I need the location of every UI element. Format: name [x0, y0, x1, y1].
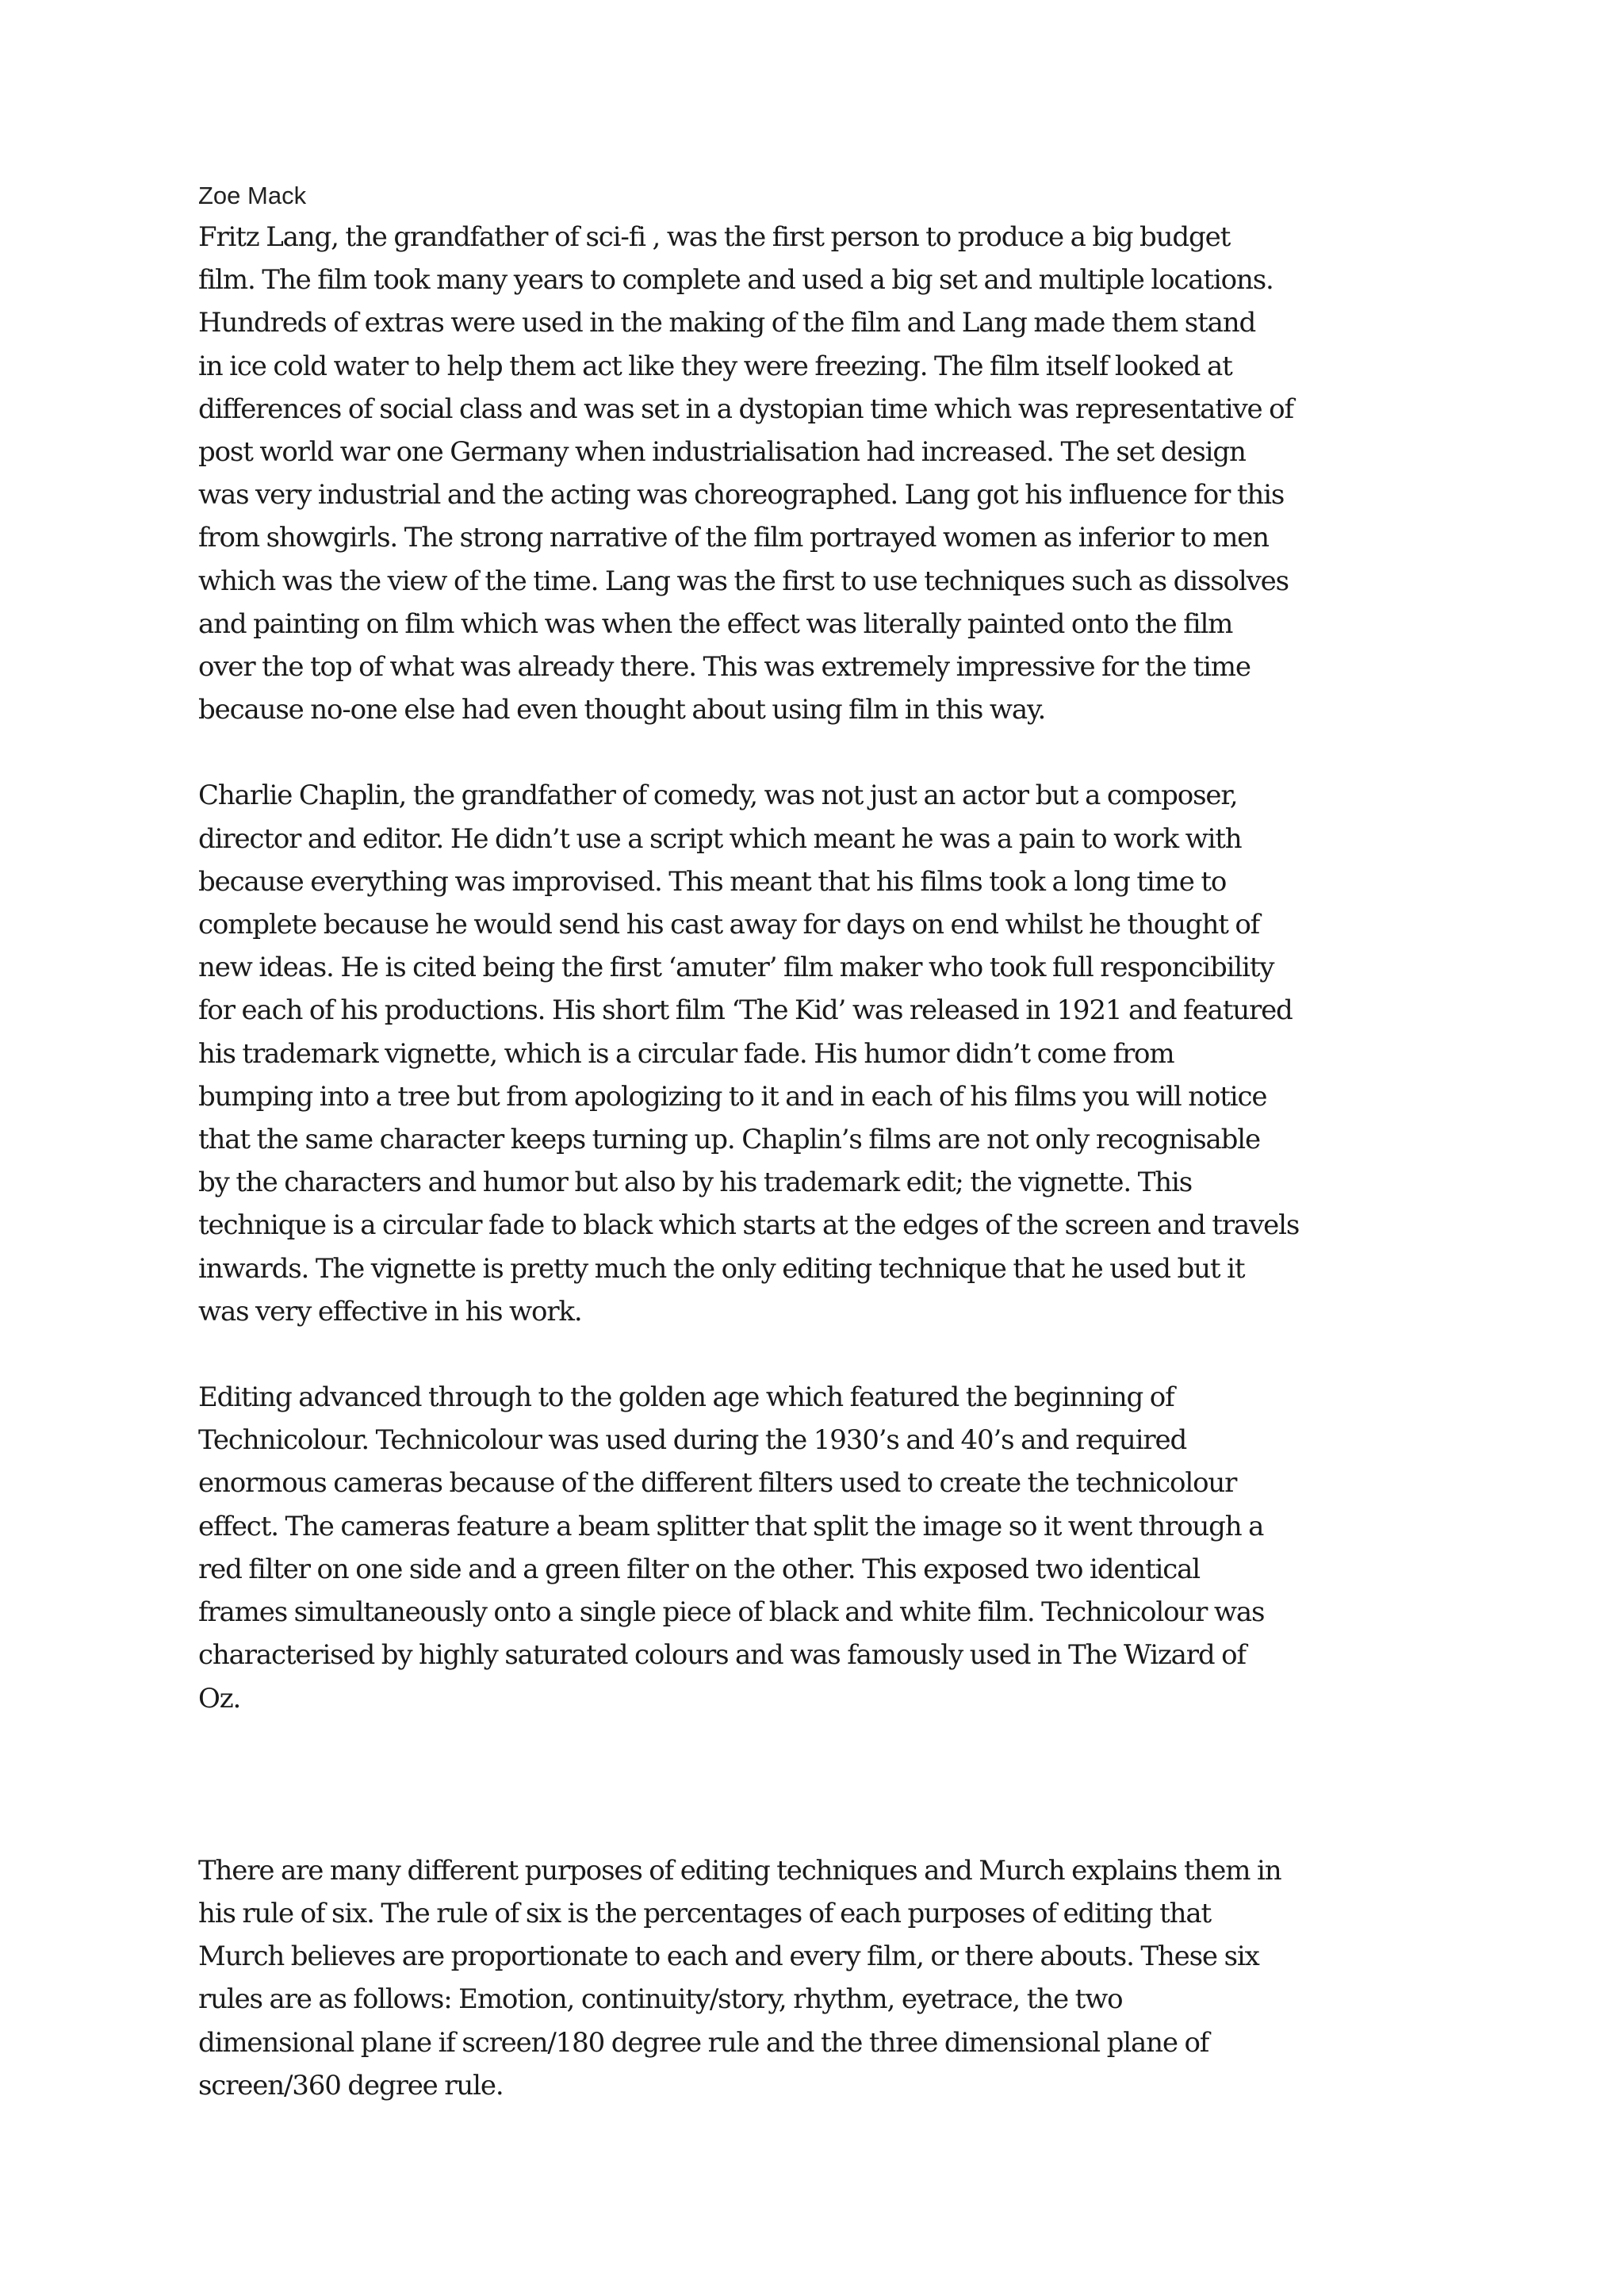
text-line: from showgirls. The strong narrative of the film portrayed women as inferior to men: [198, 522, 1269, 554]
text-line: There are many different purposes of editing techniques and Murch explains them in: [198, 1854, 1281, 1887]
text-line: his rule of six. The rule of six is the percentages of each purposes of editing that: [198, 1897, 1211, 1929]
text-line: Technicolour. Technicolour was used during the 1930’s and 40’s and required: [198, 1424, 1187, 1457]
text-line: for each of his productions. His short film ‘The Kid’ was released in 1921 and featured: [198, 994, 1293, 1027]
text-line: characterised by highly saturated colours and was famously used in The Wizard of: [198, 1639, 1246, 1672]
text-line: over the top of what was already there. This was extremely impressive for the time: [198, 651, 1251, 684]
text-line: Murch believes are proportionate to each and every film, or there abouts. These six: [198, 1941, 1259, 1973]
text-line: was very effective in his work.: [198, 1295, 582, 1328]
text-line: screen/360 degree rule.: [198, 2069, 504, 2102]
text-line: Editing advanced through to the golden age which featured the beginning of: [198, 1381, 1174, 1414]
text-line: new ideas. He is cited being the first ‘amuter’ film maker who took full responcibility: [198, 952, 1274, 984]
text-line: bumping into a tree but from apologizing to it and in each of his films you will notice: [198, 1080, 1267, 1113]
text-line: Fritz Lang, the grandfather of sci-fi , was the first person to produce a big budget: [198, 221, 1231, 253]
text-line: differences of social class and was set in a dystopian time which was representative of: [198, 393, 1293, 425]
text-line: which was the view of the time. Lang was the first to use techniques such as dissolves: [198, 565, 1289, 597]
text-line: enormous cameras because of the different filters used to create the technicolour: [198, 1467, 1237, 1500]
text-line: red filter on one side and a green filter on the other. This exposed two identical: [198, 1553, 1201, 1585]
paragraph-charlie-chaplin: [198, 774, 1459, 1333]
paragraph-rule-of-six: [198, 1849, 1459, 2107]
author-name: Zoe Mack: [198, 182, 307, 209]
text-line: his trademark vignette, which is a circular fade. His humor didn’t come from: [198, 1037, 1174, 1070]
text-line: because everything was improvised. This meant that his films took a long time to: [198, 865, 1227, 898]
text-line: by the characters and humor but also by his trademark edit; the vignette. This: [198, 1167, 1193, 1199]
text-line: that the same character keeps turning up. Chaplin’s films are not only recognisable: [198, 1124, 1260, 1156]
text-line: director and editor. He didn’t use a script which meant he was a pain to work with: [198, 822, 1242, 855]
paragraph-fritz-lang: [198, 216, 1459, 731]
document-page: [198, 176, 1459, 2107]
text-line: Charlie Chaplin, the grandfather of comedy, was not just an actor but a composer,: [198, 780, 1238, 812]
text-line: and painting on film which was when the effect was literally painted onto the film: [198, 607, 1233, 640]
text-line: inwards. The vignette is pretty much the only editing technique that he used but it: [198, 1252, 1245, 1285]
text-line: technique is a circular fade to black which starts at the edges of the screen and travels: [198, 1209, 1300, 1242]
text-line: because no-one else had even thought about using film in this way.: [198, 694, 1046, 726]
text-line: was very industrial and the acting was choreographed. Lang got his influence for this: [198, 479, 1285, 511]
text-line: dimensional plane if screen/180 degree rule and the three dimensional plane of: [198, 2026, 1209, 2059]
paragraph-technicolour: [198, 1376, 1459, 1720]
text-line: Hundreds of extras were used in the making of the film and Lang made them stand: [198, 307, 1256, 339]
text-line: complete because he would send his cast away for days on end whilst he thought of: [198, 909, 1260, 941]
text-line: frames simultaneously onto a single piece of black and white film. Technicolour was: [198, 1596, 1265, 1629]
text-line: rules are as follows: Emotion, continuity/story, rhythm, eyetrace, the two: [198, 1983, 1123, 2016]
text-line: in ice cold water to help them act like they were freezing. The film itself looked at: [198, 350, 1232, 382]
text-line: post world war one Germany when industrialisation had increased. The set design: [198, 436, 1246, 469]
text-line: film. The film took many years to complete and used a big set and multiple locations.: [198, 264, 1274, 297]
text-line: effect. The cameras feature a beam splitter that split the image so it went through a: [198, 1510, 1264, 1542]
text-line: Oz.: [198, 1682, 241, 1715]
